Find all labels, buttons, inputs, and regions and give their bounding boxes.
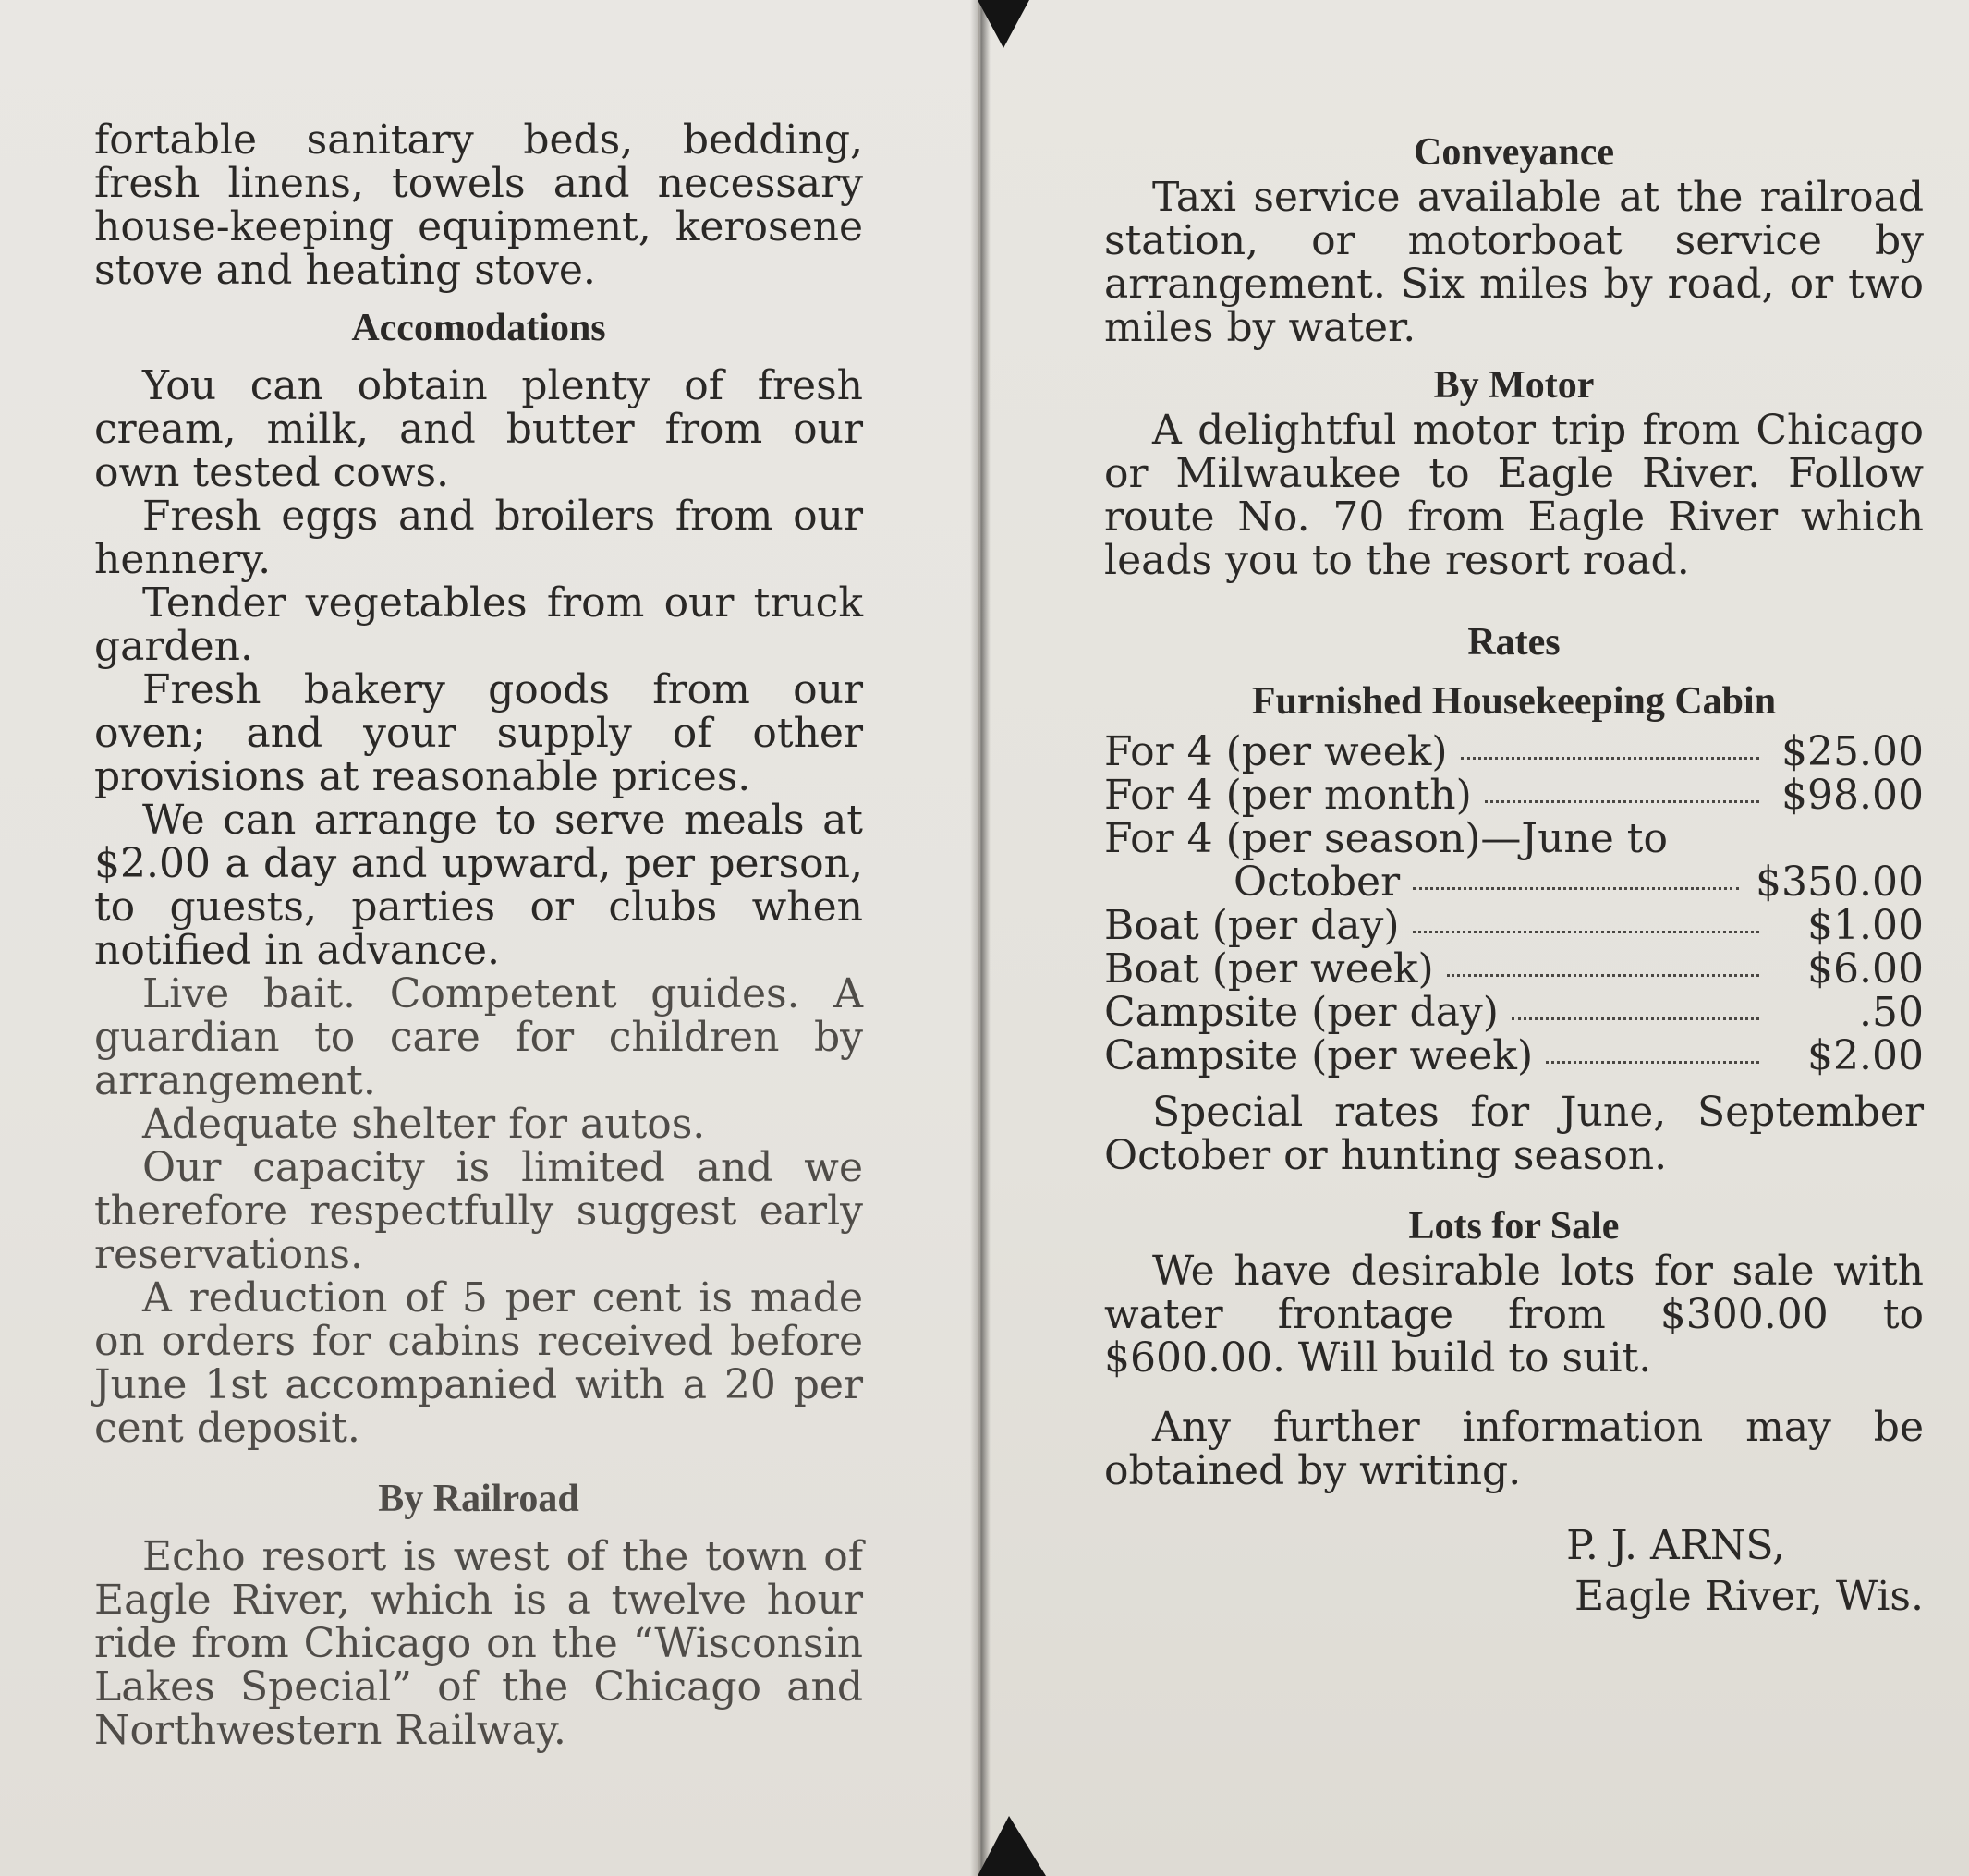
accommodations-paragraph: Fresh bakery goods from our oven; and your supply of other provisions at reasonable prices. <box>94 666 863 800</box>
leader-dots <box>1461 757 1759 760</box>
accommodations-paragraph: We can arrange to serve meals at $2.00 a day and upward, per person, to guests, parties or clubs when notified in advance. <box>94 797 863 974</box>
motor-heading: By Motor <box>1433 364 1595 407</box>
lots-heading: Lots for Sale <box>1408 1205 1620 1248</box>
rate-row <box>1104 1034 1924 1078</box>
top-fold-notch <box>978 0 1029 48</box>
accommodations-paragraph: Adequate shelter for autos. <box>142 1101 706 1148</box>
rate-label: October <box>1234 859 1401 906</box>
signature-block <box>1104 1520 1924 1622</box>
special-rates-paragraph: Special rates for June, September October or hunting season. <box>1104 1089 1924 1179</box>
right-column <box>1104 129 1924 1622</box>
rates-heading: Rates <box>1467 621 1561 664</box>
motor-paragraph: A delightful motor trip from Chicago or Milwaukee to Eagle River. Follow route No. 70 from Eagle River which leads you to the resort road. <box>1104 407 1924 584</box>
page-fold <box>970 0 991 1876</box>
right-page <box>979 0 1969 1876</box>
rates-table <box>1104 730 1924 1078</box>
rate-amount: $25.00 <box>1781 728 1924 775</box>
intro-paragraph: fortable sanitary beds, bedding, fresh linens, towels and necessary house-keeping equipment, kerosene stove and heating stove. <box>94 116 863 294</box>
rate-amount: $6.00 <box>1807 945 1924 993</box>
left-column <box>94 118 863 1752</box>
rate-amount: $2.00 <box>1807 1032 1924 1079</box>
rate-label: For 4 (per season)—June to <box>1104 815 1668 862</box>
rate-amount: $350.00 <box>1756 859 1924 906</box>
rate-label: For 4 (per week) <box>1104 728 1448 775</box>
accommodations-paragraph: Fresh eggs and broilers from our hennery. <box>94 493 863 583</box>
conveyance-paragraph: Taxi service available at the railroad station, or motorboat service by arrangement. Six miles by road, or two miles by water. <box>1104 174 1924 351</box>
railroad-paragraph: Echo resort is west of the town of Eagle River, which is a twelve hour ride from Chicago on the “Wisconsin Lakes Special” of the Chicago and Northwestern Railway. <box>94 1533 863 1754</box>
lots-paragraph: We have desirable lots for sale with water frontage from $300.00 to $600.00. Will build to suit. <box>1104 1248 1924 1382</box>
leader-dots <box>1413 931 1759 933</box>
further-info-paragraph: Any further information may be obtained by writing. <box>1104 1404 1924 1494</box>
conveyance-heading: Conveyance <box>1414 131 1614 174</box>
rate-label: Boat (per day) <box>1104 902 1400 949</box>
leader-dots <box>1546 1061 1759 1064</box>
rate-row <box>1104 991 1924 1034</box>
rate-row <box>1104 730 1924 774</box>
rates-subheading: Furnished Housekeeping Cabin <box>1251 680 1777 723</box>
accommodations-paragraph: Tender vegetables from our truck garden. <box>94 579 863 670</box>
left-page <box>0 0 978 1876</box>
rate-row <box>1104 774 1924 817</box>
signature-name: P. J. ARNS, <box>1566 1522 1785 1569</box>
bottom-fold-notch <box>978 1816 1046 1876</box>
accommodations-paragraph: A reduction of 5 per cent is made on orders for cabins received before June 1st accompanied with a 20 per cent deposit. <box>94 1274 863 1452</box>
rate-row <box>1104 947 1924 991</box>
leader-dots <box>1413 887 1739 890</box>
signature-place: Eagle River, Wis. <box>1574 1573 1924 1620</box>
rate-label: Campsite (per day) <box>1104 989 1499 1036</box>
rate-row <box>1104 904 1924 947</box>
rate-label: For 4 (per month) <box>1104 772 1472 819</box>
accommodations-paragraph: You can obtain plenty of fresh cream, milk, and butter from our own tested cows. <box>94 362 863 496</box>
railroad-heading: By Railroad <box>378 1478 579 1520</box>
rate-label: Campsite (per week) <box>1104 1032 1534 1079</box>
accommodations-heading: Accomodations <box>351 307 606 349</box>
leader-dots <box>1447 974 1759 977</box>
accommodations-paragraph: Live bait. Competent guides. A guardian to care for children by arrangement. <box>94 970 863 1104</box>
rate-label: Boat (per week) <box>1104 945 1434 993</box>
rate-row <box>1104 817 1924 860</box>
leader-dots <box>1485 800 1759 803</box>
rate-amount: $98.00 <box>1781 772 1924 819</box>
rate-amount: .50 <box>1859 989 1924 1036</box>
leader-dots <box>1512 1017 1759 1020</box>
rate-amount: $1.00 <box>1807 902 1924 949</box>
accommodations-paragraph: Our capacity is limited and we therefore respectfully suggest early reservations. <box>94 1144 863 1278</box>
rate-row-continued <box>1104 860 1924 904</box>
